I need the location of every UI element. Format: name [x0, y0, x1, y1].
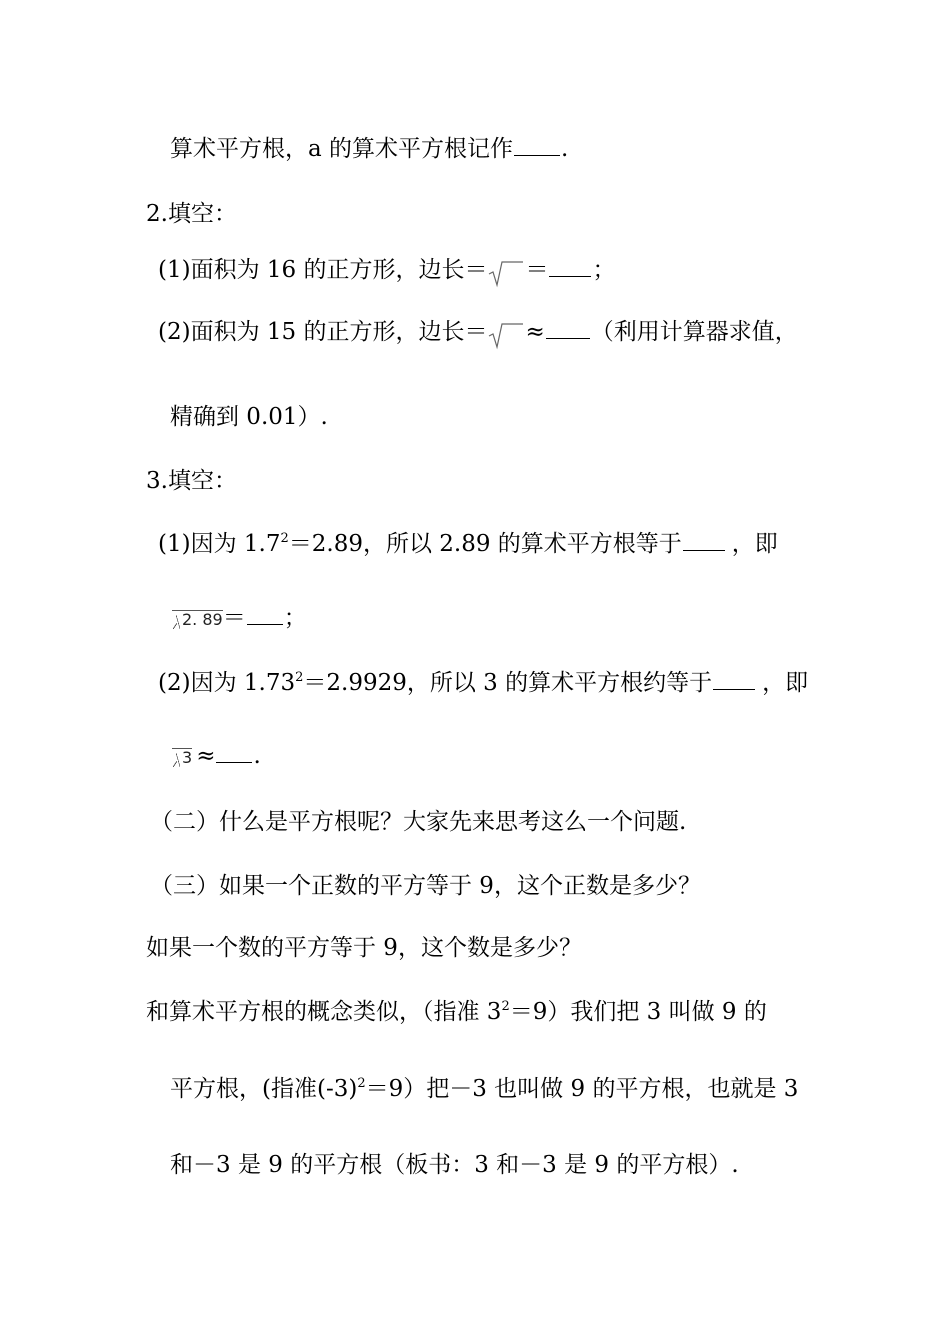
answer-blank — [216, 742, 252, 763]
sqrt-2-89: 2. 89 — [172, 610, 223, 629]
answer-blank — [713, 669, 755, 690]
answer-blank — [683, 530, 725, 551]
line-question-2-1: (1)面积为 16 的正方形，边长＝ ＝ ； — [158, 254, 615, 288]
empty-sqrt-symbol — [487, 316, 525, 350]
line-conclusion: 和－3 是 9 的平方根（板书：3 和－3 是 9 的平方根）. — [170, 1152, 739, 1178]
heading-fill-3: 3.填空： — [146, 468, 237, 494]
line-precision-note: 精确到 0.01）. — [170, 404, 328, 430]
answer-blank — [247, 604, 283, 625]
answer-blank — [514, 135, 560, 156]
line-arithmetic-root-notation: 算术平方根，a 的算术平方根记作 . — [170, 136, 569, 162]
empty-sqrt-symbol — [487, 254, 525, 288]
line-question-2-2: (2)面积为 15 的正方形，边长＝ ≈ （利用计算器求值， — [158, 316, 798, 350]
line-negative-root: 平方根，(指准$(-3)^2=9$）把－3 也叫做 9 的平方根，也就是 3 — [170, 1076, 799, 1102]
answer-blank — [546, 318, 590, 339]
line-analogy: 和算术平方根的概念类似，（指准 $3^2=9$）我们把 3 叫做 9 的 — [146, 999, 767, 1025]
sqrt-3: 3 — [172, 748, 192, 767]
heading-fill-2: 2.填空： — [146, 201, 237, 227]
line-section-3: （三）如果一个正数的平方等于 9，这个正数是多少？ — [150, 873, 701, 899]
line-question-3-1: (1)因为 $1.7^2=2.89$，所以 2.89 的算术平方根等于 ，即 — [158, 531, 778, 557]
line-any-number-square-9: 如果一个数的平方等于 9，这个数是多少？ — [146, 935, 582, 961]
line-question-3-2: (2)因为 $1.73^2=2.9929$，所以 3 的算术平方根约等于 ，即 — [158, 670, 809, 696]
line-section-2: （二）什么是平方根呢？大家先来思考这么一个问题. — [150, 809, 687, 835]
answer-blank — [549, 256, 591, 277]
line-sqrt-2-89: 2. 89＝ ； — [172, 603, 307, 633]
line-sqrt-3: 3 ≈ . — [172, 741, 261, 771]
